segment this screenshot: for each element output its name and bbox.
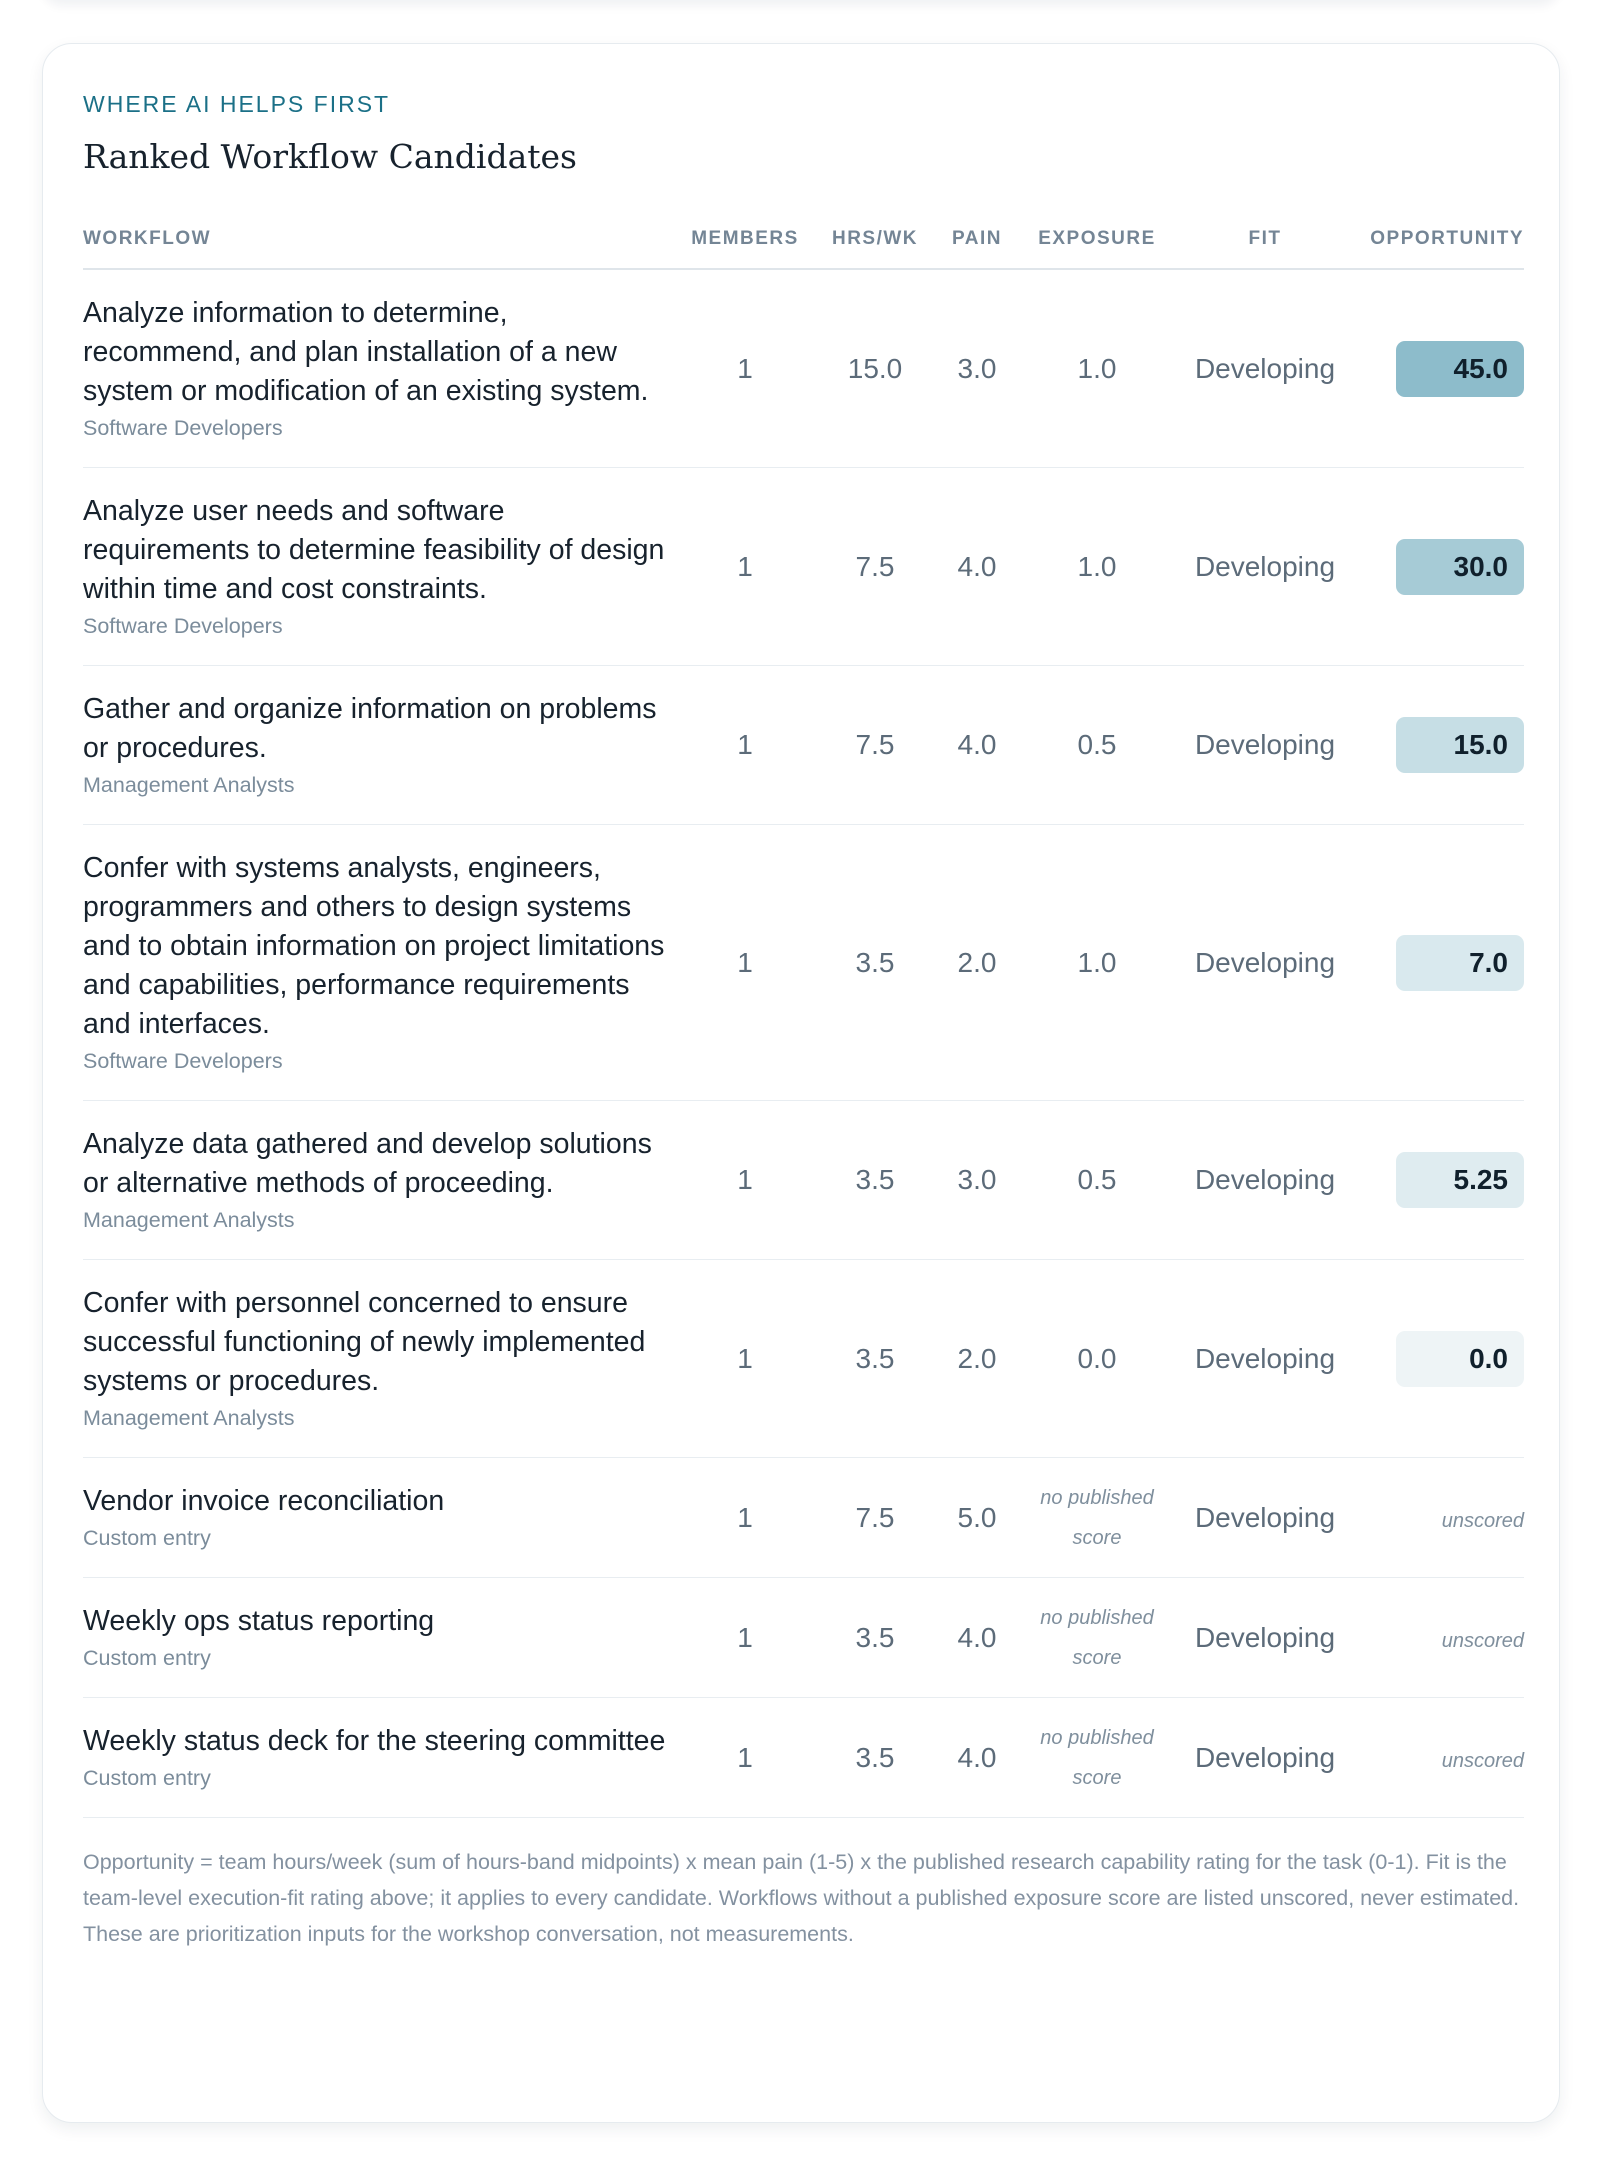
workflow-cell xyxy=(83,468,677,666)
opportunity-cell xyxy=(1353,269,1524,468)
table-row xyxy=(83,825,1524,1101)
table-row xyxy=(83,1578,1524,1698)
table-row xyxy=(83,468,1524,666)
workflow-source: Software Developers xyxy=(83,1049,283,1073)
exposure-cell: 1.0 xyxy=(1017,269,1177,468)
ranked-workflows-card xyxy=(42,43,1560,2123)
fit-cell: Developing xyxy=(1177,666,1353,825)
members-cell: 1 xyxy=(677,1458,813,1578)
opportunity-cell xyxy=(1353,1578,1524,1698)
workflow-name: Weekly status deck for the steering committee xyxy=(83,1725,666,1757)
workflow-name: Confer with systems analysts, engineers, programmers and others to design systems and to obtain information on project limitations and capabilities, performance requirements and interfaces. xyxy=(83,852,665,1040)
exposure-cell: 0.5 xyxy=(1017,1101,1177,1260)
members-cell: 1 xyxy=(677,1578,813,1698)
workflow-name: Analyze data gathered and develop solutions or alternative methods of proceeding. xyxy=(83,1128,652,1199)
column-header-exposure: EXPOSURE xyxy=(1017,228,1177,269)
workflow-cell xyxy=(83,269,677,468)
opportunity-badge: 30.0 xyxy=(1396,539,1524,595)
pain-cell: 2.0 xyxy=(937,825,1017,1101)
opportunity-badge: 5.25 xyxy=(1396,1152,1524,1208)
opportunity-cell xyxy=(1353,1698,1524,1818)
workflow-source: Custom entry xyxy=(83,1766,211,1790)
fit-cell: Developing xyxy=(1177,269,1353,468)
members-cell: 1 xyxy=(677,1260,813,1458)
column-header-fit: FIT xyxy=(1177,228,1353,269)
members-cell: 1 xyxy=(677,1101,813,1260)
opportunity-cell xyxy=(1353,666,1524,825)
workflow-cell xyxy=(83,1260,677,1458)
exposure-cell: 0.5 xyxy=(1017,666,1177,825)
hrs-wk-cell: 7.5 xyxy=(813,468,937,666)
workflow-name: Analyze user needs and software requirements to determine feasibility of design within time and cost constraints. xyxy=(83,495,665,605)
workflow-cell xyxy=(83,1698,677,1818)
workflow-source: Management Analysts xyxy=(83,1208,295,1232)
exposure-cell xyxy=(1017,1458,1177,1578)
members-cell: 1 xyxy=(677,269,813,468)
opportunity-badge: 7.0 xyxy=(1396,935,1524,991)
pain-cell: 4.0 xyxy=(937,1698,1017,1818)
section-title: Ranked Workflow Candidates xyxy=(83,137,577,176)
workflow-cell xyxy=(83,666,677,825)
hrs-wk-cell: 7.5 xyxy=(813,1458,937,1578)
pain-cell: 2.0 xyxy=(937,1260,1017,1458)
workflow-source: Management Analysts xyxy=(83,773,295,797)
hrs-wk-cell: 3.5 xyxy=(813,1698,937,1818)
section-eyebrow: WHERE AI HELPS FIRST xyxy=(83,91,391,117)
workflow-source: Custom entry xyxy=(83,1526,211,1550)
hrs-wk-cell: 3.5 xyxy=(813,1578,937,1698)
exposure-cell xyxy=(1017,1578,1177,1698)
members-cell: 1 xyxy=(677,468,813,666)
no-score-note: no published score xyxy=(1040,1606,1154,1669)
workflow-cell xyxy=(83,1101,677,1260)
table-row xyxy=(83,1101,1524,1260)
workflow-name: Weekly ops status reporting xyxy=(83,1605,435,1637)
workflow-cell xyxy=(83,1458,677,1578)
exposure-cell: 0.0 xyxy=(1017,1260,1177,1458)
pain-cell: 5.0 xyxy=(937,1458,1017,1578)
opportunity-badge: 0.0 xyxy=(1396,1331,1524,1387)
no-score-note: no published score xyxy=(1040,1486,1154,1549)
table-row xyxy=(83,666,1524,825)
workflow-name: Analyze information to determine, recommend, and plan installation of a new system or modification of an existing system. xyxy=(83,297,649,407)
pain-cell: 4.0 xyxy=(937,666,1017,825)
fit-cell: Developing xyxy=(1177,1578,1353,1698)
workflow-cell xyxy=(83,825,677,1101)
opportunity-cell xyxy=(1353,468,1524,666)
pain-cell: 4.0 xyxy=(937,468,1017,666)
workflow-source: Software Developers xyxy=(83,614,283,638)
hrs-wk-cell: 3.5 xyxy=(813,1101,937,1260)
workflow-source: Software Developers xyxy=(83,416,283,440)
opportunity-cell xyxy=(1353,1458,1524,1578)
hrs-wk-cell: 3.5 xyxy=(813,1260,937,1458)
workflow-name: Gather and organize information on problems or procedures. xyxy=(83,693,657,764)
workflow-cell xyxy=(83,1578,677,1698)
opportunity-badge: 15.0 xyxy=(1396,717,1524,773)
workflow-name: Confer with personnel concerned to ensure successful functioning of newly implemented systems or procedures. xyxy=(83,1287,646,1397)
column-header-members: MEMBERS xyxy=(677,228,813,269)
members-cell: 1 xyxy=(677,1698,813,1818)
methodology-footnote: Opportunity = team hours/week (sum of hours-band midpoints) x mean pain (1-5) x the published research capability rating for the task (0-1). Fit is the team-level execution-fit rating above; it applies to every candidate. Workflows without a published exposure score are listed unscored, never estimated. These are prioritization inputs for the workshop conversation, not measurements. xyxy=(83,1850,1520,1946)
workflow-table xyxy=(83,228,1524,1818)
opportunity-badge: 45.0 xyxy=(1396,341,1524,397)
fit-cell: Developing xyxy=(1177,1260,1353,1458)
fit-cell: Developing xyxy=(1177,1698,1353,1818)
column-header-pain: PAIN xyxy=(937,228,1017,269)
column-header-workflow: WORKFLOW xyxy=(83,228,677,269)
hrs-wk-cell: 3.5 xyxy=(813,825,937,1101)
workflow-name: Vendor invoice reconciliation xyxy=(83,1485,445,1517)
table-row xyxy=(83,1260,1524,1458)
hrs-wk-cell: 15.0 xyxy=(813,269,937,468)
column-header-opportunity: OPPORTUNITY xyxy=(1353,228,1524,269)
pain-cell: 3.0 xyxy=(937,269,1017,468)
exposure-cell: 1.0 xyxy=(1017,825,1177,1101)
unscored-label: unscored xyxy=(1441,1749,1524,1772)
unscored-label: unscored xyxy=(1441,1629,1524,1652)
no-score-note: no published score xyxy=(1040,1726,1154,1789)
opportunity-cell xyxy=(1353,825,1524,1101)
opportunity-cell xyxy=(1353,1260,1524,1458)
workflow-source: Management Analysts xyxy=(83,1406,295,1430)
members-cell: 1 xyxy=(677,666,813,825)
column-header-hrs-wk: HRS/WK xyxy=(813,228,937,269)
pain-cell: 3.0 xyxy=(937,1101,1017,1260)
fit-cell: Developing xyxy=(1177,468,1353,666)
workflow-source: Custom entry xyxy=(83,1646,211,1670)
fit-cell: Developing xyxy=(1177,1101,1353,1260)
table-row xyxy=(83,1698,1524,1818)
fit-cell: Developing xyxy=(1177,825,1353,1101)
table-row xyxy=(83,1458,1524,1578)
hrs-wk-cell: 7.5 xyxy=(813,666,937,825)
table-header-row xyxy=(83,228,1524,269)
pain-cell: 4.0 xyxy=(937,1578,1017,1698)
table-row xyxy=(83,269,1524,468)
members-cell: 1 xyxy=(677,825,813,1101)
opportunity-cell xyxy=(1353,1101,1524,1260)
fit-cell: Developing xyxy=(1177,1458,1353,1578)
exposure-cell: 1.0 xyxy=(1017,468,1177,666)
unscored-label: unscored xyxy=(1441,1509,1524,1532)
exposure-cell xyxy=(1017,1698,1177,1818)
